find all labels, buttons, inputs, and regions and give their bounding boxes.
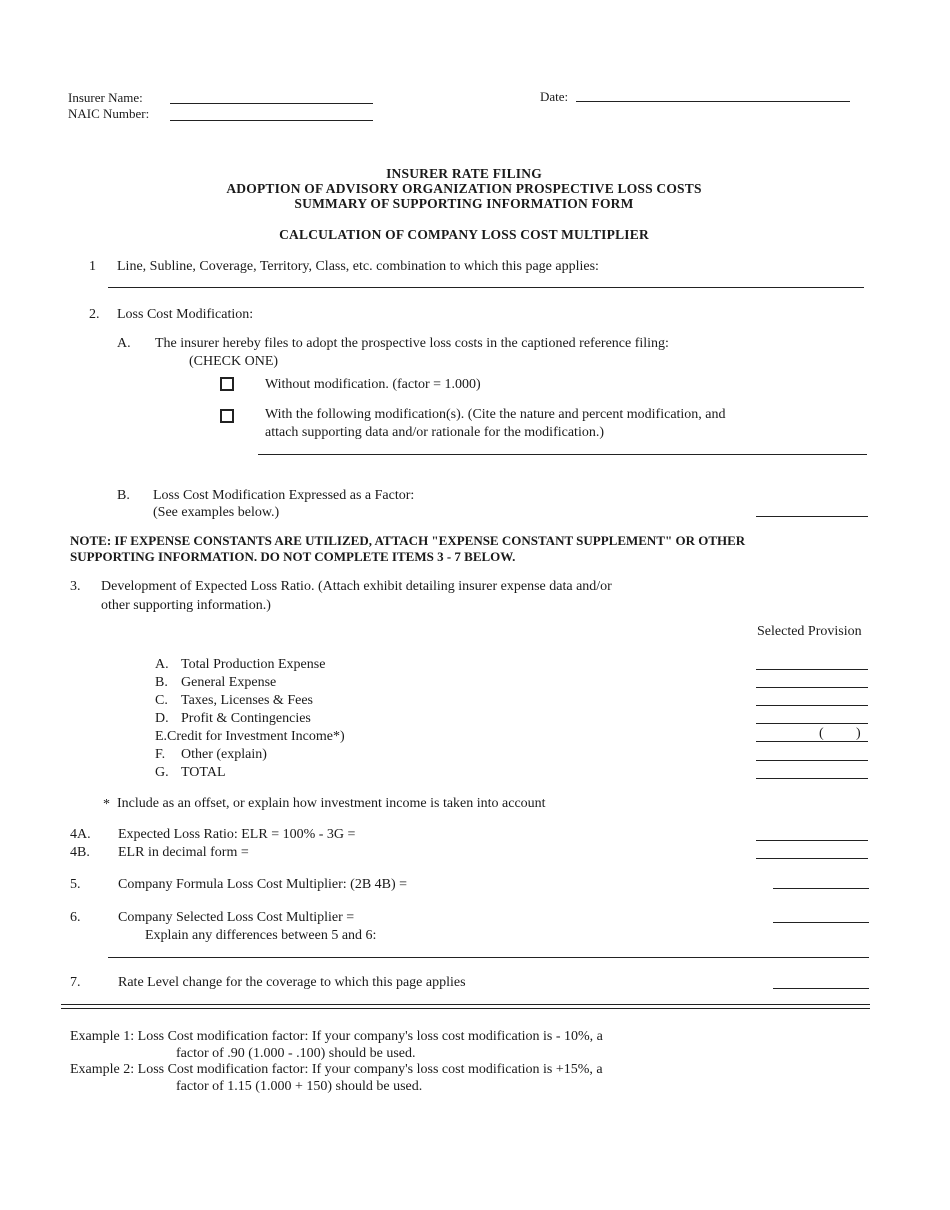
item-1-number: 1 bbox=[89, 259, 96, 274]
note-line-2: SUPPORTING INFORMATION. DO NOT COMPLETE ITEMS 3 - 7 BELOW. bbox=[70, 549, 516, 564]
row-d-text: Profit & Contingencies bbox=[181, 711, 311, 726]
row-e-paren-open: ( bbox=[819, 726, 824, 741]
form-title-2: ADOPTION OF ADVISORY ORGANIZATION PROSPECTIVE LOSS COSTS bbox=[226, 181, 702, 196]
item-2a-text: The insurer hereby files to adopt the prospective loss costs in the captioned reference filing: bbox=[155, 336, 669, 351]
row-g-field[interactable] bbox=[756, 778, 868, 779]
example-1-line-1: Example 1: Loss Cost modification factor: If your company's loss cost modification is - 10%, a bbox=[70, 1029, 603, 1044]
check-one-label: (CHECK ONE) bbox=[189, 354, 279, 369]
row-c-label: C. bbox=[155, 693, 168, 708]
item-5-field[interactable] bbox=[773, 888, 869, 889]
with-modification-label-1: With the following modification(s). (Cite the nature and percent modification, and bbox=[265, 407, 726, 422]
row-e-label: E. bbox=[155, 729, 168, 744]
row-f-label: F. bbox=[155, 747, 166, 762]
item-4b-text: ELR in decimal form = bbox=[118, 845, 249, 860]
item-3-number: 3. bbox=[70, 579, 81, 594]
example-1-line-2: factor of .90 (1.000 - .100) should be used. bbox=[176, 1046, 416, 1061]
form-title-3: SUMMARY OF SUPPORTING INFORMATION FORM bbox=[294, 196, 634, 211]
with-modification-label-2: attach supporting data and/or rationale for the modification.) bbox=[265, 425, 604, 440]
item-4b-field[interactable] bbox=[756, 858, 868, 859]
row-b-field[interactable] bbox=[756, 687, 868, 688]
item-6-number: 6. bbox=[70, 910, 81, 925]
with-modification-checkbox[interactable] bbox=[220, 409, 234, 423]
factor-field[interactable] bbox=[756, 516, 868, 517]
row-e-paren-close: ) bbox=[856, 726, 861, 741]
row-a-field[interactable] bbox=[756, 669, 868, 670]
item-4a-text: Expected Loss Ratio: ELR = 100% - 3G = bbox=[118, 827, 356, 842]
without-modification-label: Without modification. (factor = 1.000) bbox=[265, 377, 481, 392]
footnote-star: * bbox=[103, 797, 110, 812]
row-c-field[interactable] bbox=[756, 705, 868, 706]
row-b-label: B. bbox=[155, 675, 168, 690]
example-2-line-2: factor of 1.15 (1.000 + 150) should be used. bbox=[176, 1079, 423, 1094]
row-a-text: Total Production Expense bbox=[181, 657, 326, 672]
item-2b-label: B. bbox=[117, 488, 130, 503]
naic-number-label: NAIC Number: bbox=[68, 106, 150, 121]
row-g-label: G. bbox=[155, 765, 169, 780]
form-title-1: INSURER RATE FILING bbox=[386, 166, 542, 181]
example-2-line-1: Example 2: Loss Cost modification factor: If your company's loss cost modification is +15%, a bbox=[70, 1062, 603, 1077]
section-divider bbox=[61, 1004, 870, 1009]
item-6-field[interactable] bbox=[773, 922, 869, 923]
item-1-text: Line, Subline, Coverage, Territory, Class, etc. combination to which this page applies: bbox=[117, 259, 599, 274]
item-6-explain: Explain any differences between 5 and 6: bbox=[145, 928, 377, 943]
row-c-text: Taxes, Licenses & Fees bbox=[181, 693, 313, 708]
insurer-name-field[interactable] bbox=[170, 103, 373, 104]
item-5-text: Company Formula Loss Cost Multiplier: (2B 4B) = bbox=[118, 877, 408, 892]
row-e-text: Credit for Investment Income*) bbox=[167, 729, 345, 744]
row-g-text: TOTAL bbox=[181, 765, 226, 780]
note-line-1: NOTE: IF EXPENSE CONSTANTS ARE UTILIZED, ATTACH "EXPENSE CONSTANT SUPPLEMENT" OR OTHER bbox=[70, 533, 746, 548]
row-d-label: D. bbox=[155, 711, 169, 726]
row-f-field[interactable] bbox=[756, 760, 868, 761]
item-3-text-1: Development of Expected Loss Ratio. (Attach exhibit detailing insurer expense data and/or bbox=[101, 579, 612, 594]
item-4a-number: 4A. bbox=[70, 827, 91, 842]
row-a-label: A. bbox=[155, 657, 169, 672]
item-7-text: Rate Level change for the coverage to which this page applies bbox=[118, 975, 466, 990]
item-2b-text: Loss Cost Modification Expressed as a Factor: bbox=[153, 488, 415, 503]
date-label: Date: bbox=[540, 89, 569, 104]
item-6-text: Company Selected Loss Cost Multiplier = bbox=[118, 910, 355, 925]
footnote-text: Include as an offset, or explain how investment income is taken into account bbox=[117, 796, 546, 811]
item-2a-label: A. bbox=[117, 336, 131, 351]
row-f-text: Other (explain) bbox=[181, 747, 267, 762]
item-4a-field[interactable] bbox=[756, 840, 868, 841]
item-4b-number: 4B. bbox=[70, 845, 90, 860]
item-2-text: Loss Cost Modification: bbox=[117, 307, 254, 322]
item-2b-subtext: (See examples below.) bbox=[153, 505, 280, 520]
item-5-number: 5. bbox=[70, 877, 81, 892]
item-1-field[interactable] bbox=[108, 287, 864, 288]
modification-field[interactable] bbox=[258, 454, 867, 455]
insurer-name-label: Insurer Name: bbox=[68, 90, 143, 105]
item-3-text-2: other supporting information.) bbox=[101, 598, 271, 613]
row-d-field[interactable] bbox=[756, 723, 868, 724]
item-7-number: 7. bbox=[70, 975, 81, 990]
form-subtitle: CALCULATION OF COMPANY LOSS COST MULTIPLIER bbox=[279, 227, 649, 242]
item-7-field[interactable] bbox=[773, 988, 869, 989]
item-2-number: 2. bbox=[89, 307, 100, 322]
selected-provision-header: Selected Provision bbox=[757, 624, 862, 639]
date-field[interactable] bbox=[576, 101, 850, 102]
row-e-field[interactable] bbox=[756, 741, 868, 742]
row-b-text: General Expense bbox=[181, 675, 277, 690]
naic-number-field[interactable] bbox=[170, 120, 373, 121]
without-modification-checkbox[interactable] bbox=[220, 377, 234, 391]
item-6-explain-field[interactable] bbox=[108, 957, 869, 958]
